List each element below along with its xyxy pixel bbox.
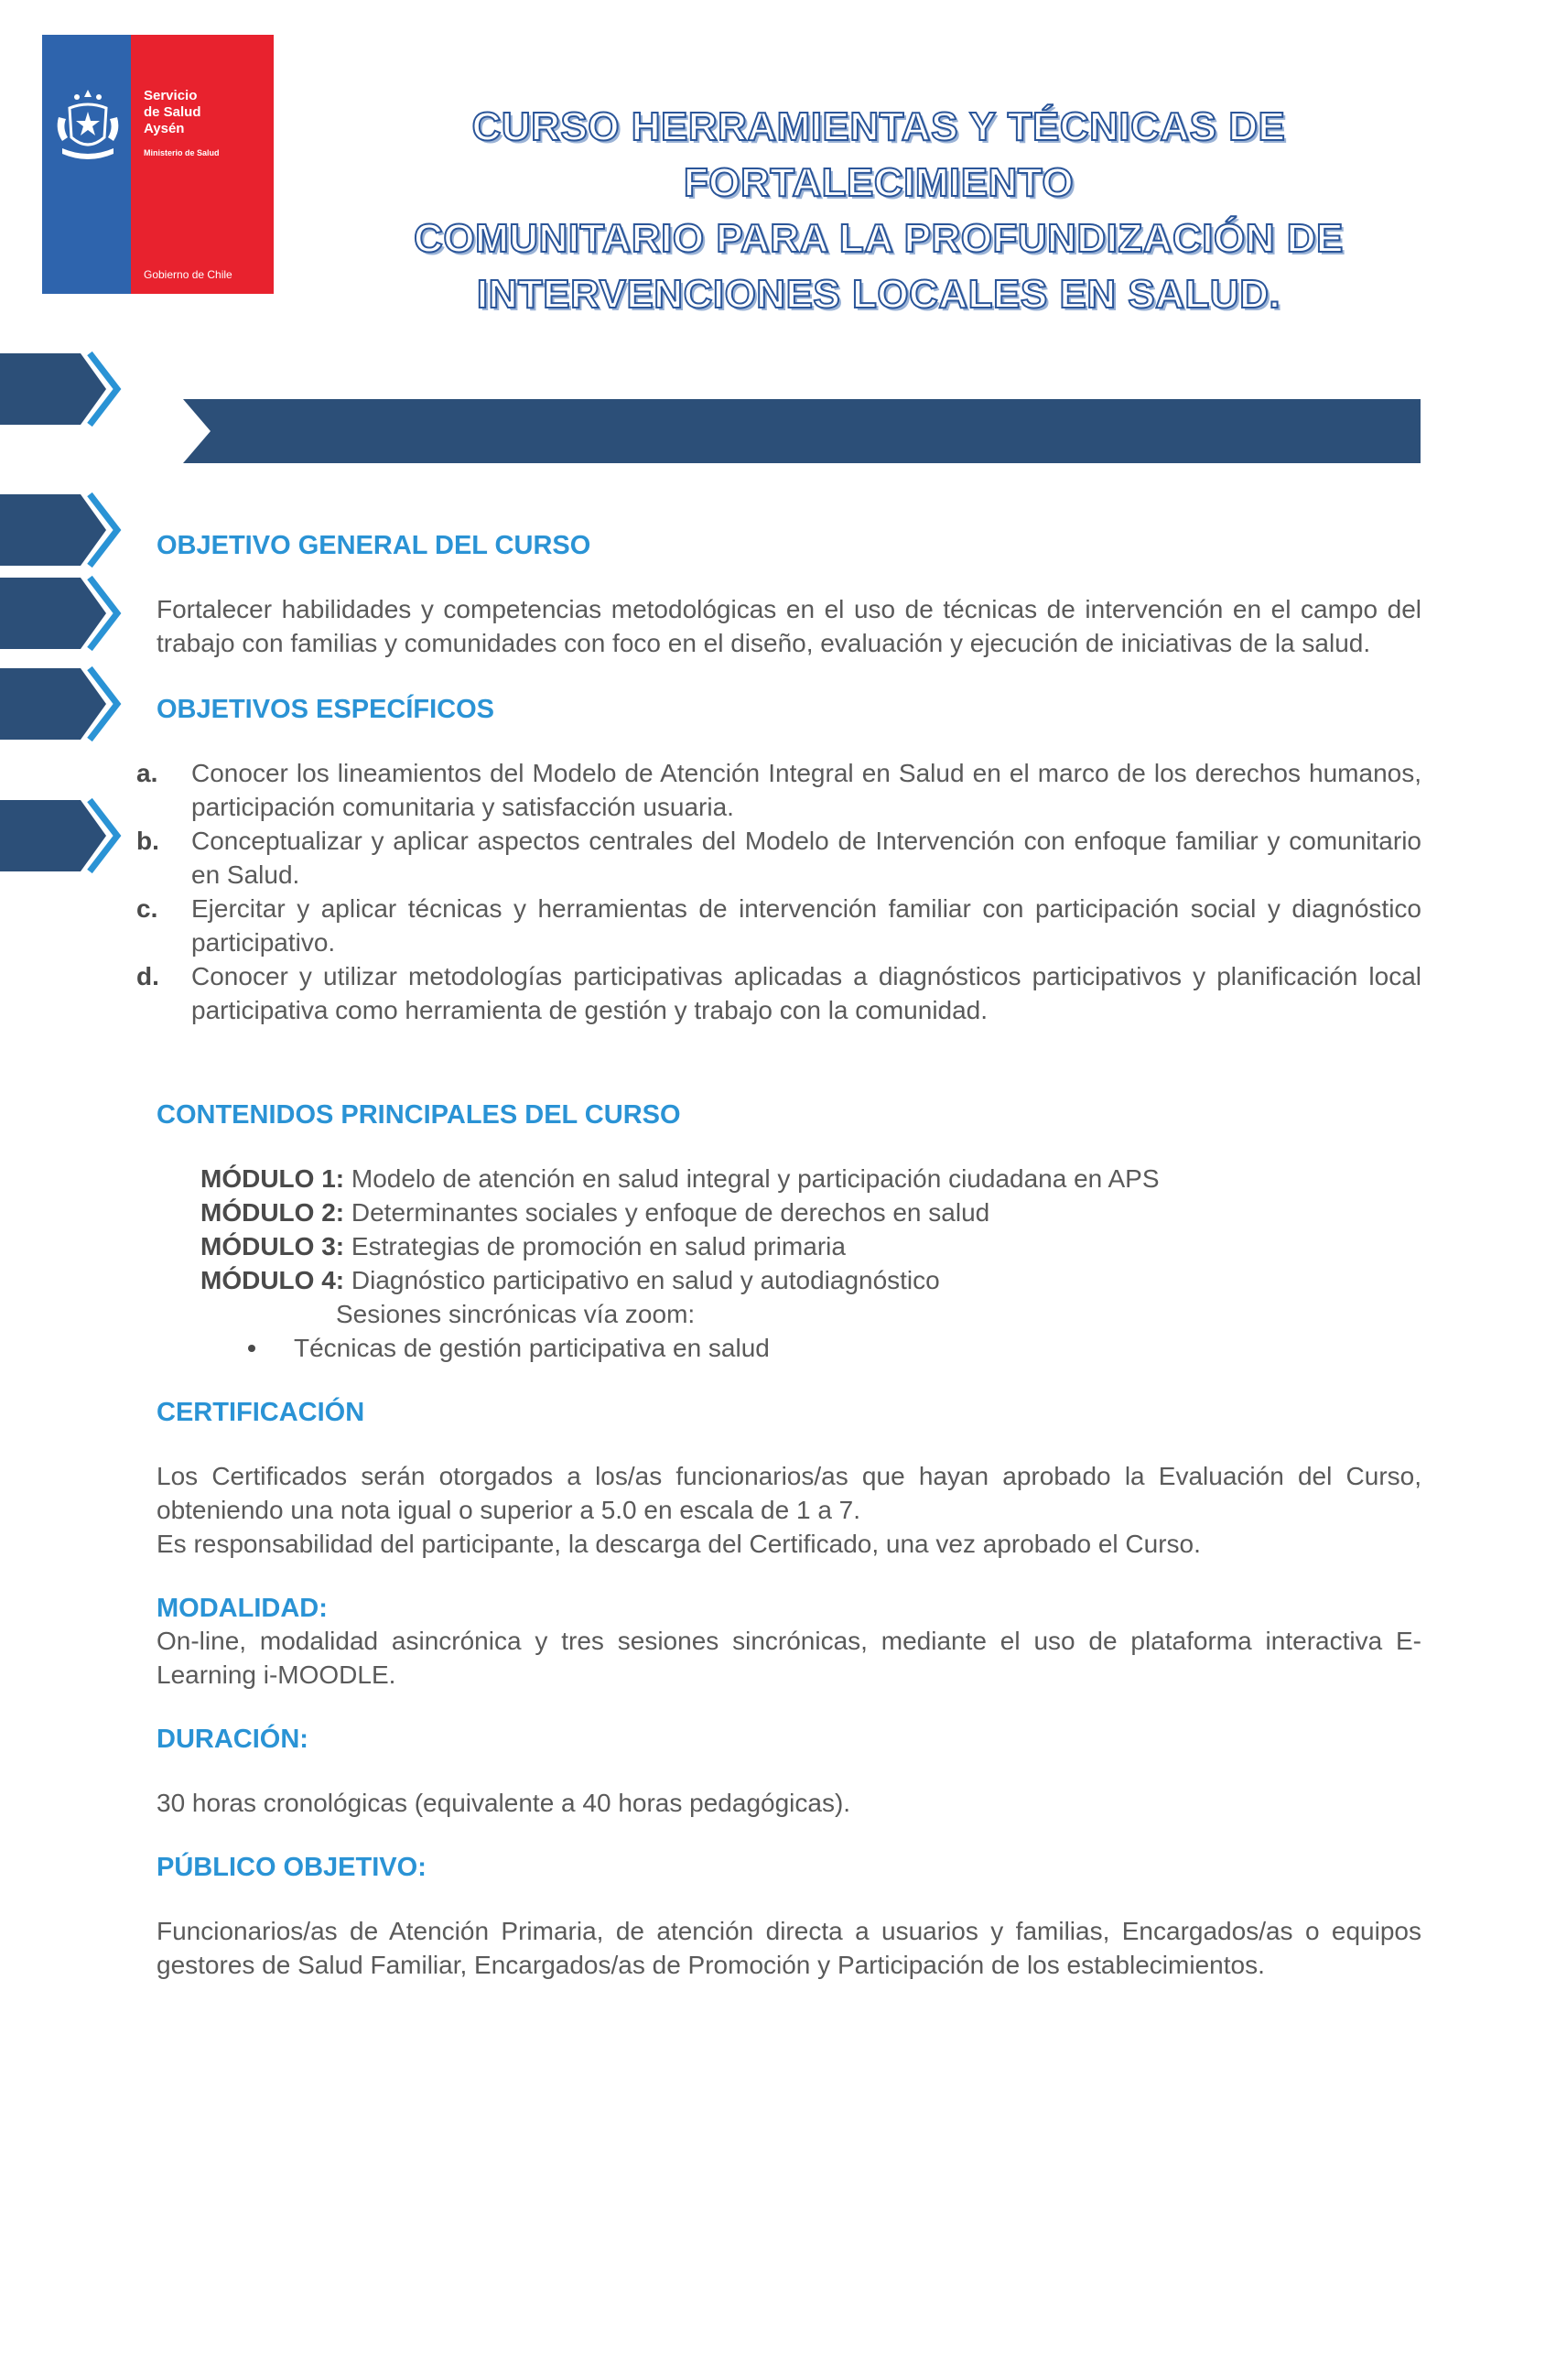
objetivo-general-heading: OBJETIVO GENERAL DEL CURSO (157, 531, 591, 560)
logo-ministry: Ministerio de Salud (144, 148, 220, 157)
list-item (136, 892, 1421, 959)
chevron-arrow-4 (0, 668, 117, 740)
module-text: Determinantes sociales y enfoque de derechos en salud (351, 1198, 990, 1227)
module-item (157, 1162, 1421, 1195)
module-text: Diagnóstico participativo en salud y autodiagnóstico (351, 1266, 940, 1294)
list-item-text: Conocer los lineamientos del Modelo de Atención Integral en Salud en el marco de los derechos humanos, participación comunitaria y satisfacción usuaria. (191, 759, 1421, 821)
session-text: Técnicas de gestión participativa en salud (294, 1334, 770, 1362)
module-item (157, 1263, 1421, 1297)
page-title (284, 99, 1474, 322)
objetivos-list (136, 756, 1421, 1027)
logo-government: Gobierno de Chile (144, 268, 232, 281)
module-label: MÓDULO 2: (200, 1198, 345, 1227)
module-label: MÓDULO 1: (200, 1164, 345, 1193)
modalidad-text: On-line, modalidad asincrónica y tres sesiones sincrónicas, mediante el uso de plataforma interactiva E-Learning i-MOODLE. (157, 1627, 1421, 1689)
contenidos-heading: CONTENIDOS PRINCIPALES DEL CURSO (157, 1100, 681, 1130)
logo-org-line1: Servicio (144, 88, 198, 103)
list-item (136, 959, 1421, 1027)
list-item-text: Conocer y utilizar metodologías participativas aplicadas a diagnósticos participativos y planificación local participativa como herramienta de gestión y trabajo con la comunidad. (191, 962, 1421, 1024)
list-item (136, 824, 1421, 892)
publico-heading: PÚBLICO OBJETIVO: (157, 1853, 427, 1882)
header-banner-bar (183, 399, 1421, 463)
duracion-heading: DURACIÓN: (157, 1725, 308, 1754)
list-item-text: Ejercitar y aplicar técnicas y herramientas de intervención familiar con participación social y diagnóstico participativo. (191, 894, 1421, 957)
module-item (157, 1229, 1421, 1263)
modules-list (157, 1162, 1421, 1365)
chevron-arrow-5 (0, 800, 117, 871)
publico-text: Funcionarios/as de Atención Primaria, de atención directa a usuarios y familias, Encargados/as o equipos gestores de Salud Familiar, Encargados/as de Promoción y Participación de los establecimientos. (157, 1917, 1421, 1979)
module-label: MÓDULO 4: (200, 1266, 345, 1294)
module-label: MÓDULO 3: (200, 1232, 345, 1260)
logo-org-line2: de Salud (144, 104, 201, 120)
module-text: Modelo de atención en salud integral y participación ciudadana en APS (351, 1164, 1160, 1193)
chevron-arrow-1 (0, 353, 117, 425)
title-line-1: CURSO HERRAMIENTAS Y TÉCNICAS DE FORTALECIMIENTO (471, 104, 1286, 205)
list-item-letter: a. (136, 759, 158, 787)
objetivo-general-text: Fortalecer habilidades y competencias metodológicas en el uso de técnicas de intervención en el campo del trabajo con familias y comunidades con foco en el diseño, evaluación y ejecución de iniciativas de la salud. (157, 595, 1421, 657)
modalidad-heading: MODALIDAD: (157, 1594, 328, 1623)
logo-org-line3: Aysén (144, 121, 185, 136)
module-item (157, 1195, 1421, 1229)
module-text: Estrategias de promoción en salud primaria (351, 1232, 846, 1260)
certificacion-text-2: Es responsabilidad del participante, la descarga del Certificado, una vez aprobado el Curso. (157, 1530, 1201, 1558)
certificacion-heading: CERTIFICACIÓN (157, 1398, 365, 1427)
title-line-2: COMUNITARIO PARA LA PROFUNDIZACIÓN DE (414, 216, 1344, 261)
sessions-label: Sesiones sincrónicas vía zoom: (336, 1300, 696, 1328)
objetivos-especificos-heading: OBJETIVOS ESPECÍFICOS (157, 695, 495, 724)
main-content (136, 531, 1421, 1982)
list-item-letter: c. (136, 894, 158, 923)
bullet-icon (248, 1345, 255, 1352)
list-item-letter: d. (136, 962, 159, 990)
certificacion-text-1: Los Certificados serán otorgados a los/as funcionarios/as que hayan aprobado la Evaluación del Curso, obteniendo una nota igual o superior a 5.0 en escala de 1 a 7. (157, 1462, 1421, 1524)
chevron-arrow-3 (0, 578, 117, 649)
logo-red-panel (131, 35, 274, 294)
list-item (136, 756, 1421, 824)
title-line-3: INTERVENCIONES LOCALES EN SALUD. (476, 272, 1281, 317)
duracion-text: 30 horas cronológicas (equivalente a 40 horas pedagógicas). (157, 1789, 851, 1817)
decorative-chevrons (0, 0, 128, 879)
list-item-text: Conceptualizar y aplicar aspectos centrales del Modelo de Intervención con enfoque familiar y comunitario en Salud. (191, 827, 1421, 889)
logo-org-name (144, 88, 201, 137)
list-item-letter: b. (136, 827, 159, 855)
session-item (157, 1331, 1421, 1365)
chevron-arrow-2 (0, 494, 117, 566)
